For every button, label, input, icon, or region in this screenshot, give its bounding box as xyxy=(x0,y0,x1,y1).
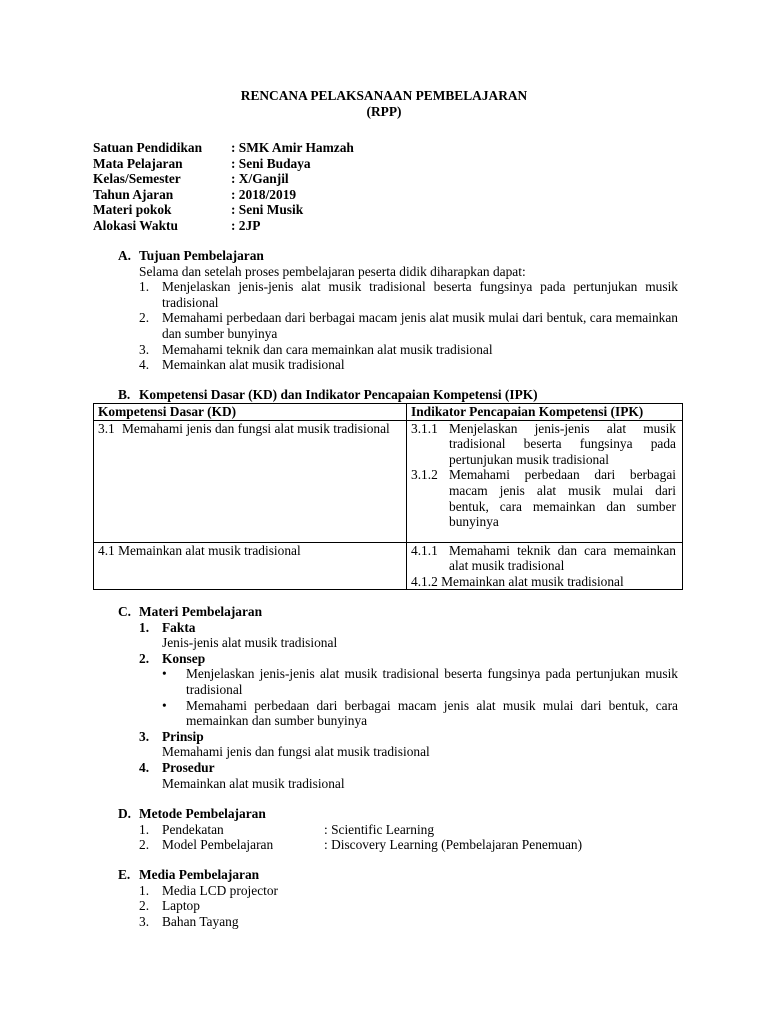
subsection-heading: 1. Fakta xyxy=(139,619,196,635)
section-body xyxy=(139,822,678,853)
ipk-item: 4.1.2 Memainkan alat musik tradisional xyxy=(411,573,624,589)
subsection-heading: 2. Konsep xyxy=(139,650,206,666)
ipk-item: 4.1.1 Memahami teknik dan cara memainkan alat musik tradisional xyxy=(411,542,676,574)
list-item: 2. Model Pembelajaran : Discovery Learning (Pembelajaran Penemuan) xyxy=(139,837,583,853)
meta-label: Tahun Ajaran xyxy=(93,186,174,202)
meta-label: Kelas/Semester xyxy=(93,171,181,187)
meta-row xyxy=(93,171,354,187)
subsection-heading: 3. Prinsip xyxy=(139,728,204,744)
subsection-text: Jenis-jenis alat musik tradisional xyxy=(162,635,338,651)
document-subtitle: (RPP) xyxy=(366,104,402,119)
section-body xyxy=(139,883,678,930)
bullet-icon: • xyxy=(162,697,167,713)
bullet-item: • Menjelaskan jenis-jenis alat musik tradisional beserta fungsinya pada pertunjukan musik tradisional xyxy=(162,666,678,697)
meta-value: : Seni Musik xyxy=(231,202,304,218)
section-kompetensi xyxy=(118,387,678,403)
section-heading: E. Media Pembelajaran xyxy=(118,867,260,882)
meta-label: Mata Pelajaran xyxy=(93,155,183,171)
meta-value: : 2018/2019 xyxy=(231,186,297,202)
list-item: 4. Memainkan alat musik tradisional xyxy=(139,357,345,373)
table-cell xyxy=(407,542,683,590)
subsection-heading: 4. Prosedur xyxy=(139,759,215,775)
identity-block xyxy=(93,140,354,234)
section-intro: Selama dan setelah proses pembelajaran peserta didik diharapkan dapat: xyxy=(139,263,526,279)
section-heading: A. Tujuan Pembelajaran xyxy=(118,248,264,263)
meta-value: : X/Ganjil xyxy=(231,171,289,187)
list-item: 1. Media LCD projector xyxy=(139,882,279,898)
bullet-item: • Memahami perbedaan dari berbagai macam jenis alat musik mulai dari bentuk, cara memainkan dan sumber bunyinya xyxy=(162,697,678,729)
meta-value: : SMK Amir Hamzah xyxy=(231,140,354,155)
table-row xyxy=(94,542,683,590)
table-row xyxy=(94,420,683,542)
section-heading: D. Metode Pembelajaran xyxy=(118,806,266,821)
section-heading: B. Kompetensi Dasar (KD) dan Indikator Pencapaian Kompetensi (IPK) xyxy=(118,387,538,402)
meta-row xyxy=(93,156,354,172)
ipk-item: 3.1.1 Menjelaskan jenis-jenis alat musik tradisional beserta fungsinya pada pertunjukan musik tradisional xyxy=(411,420,676,467)
meta-label: Alokasi Waktu xyxy=(93,217,178,233)
meta-value: : 2JP xyxy=(231,217,261,233)
section-metode xyxy=(118,806,678,853)
table-cell: 4.1 Memainkan alat musik tradisional xyxy=(94,542,407,590)
table-header-cell: Indikator Pencapaian Kompetensi (IPK) xyxy=(407,404,683,421)
subsection-text: Memahami jenis dan fungsi alat musik tradisional xyxy=(162,744,430,760)
table-header-row xyxy=(94,404,683,421)
bullet-icon: • xyxy=(162,666,167,682)
section-body xyxy=(139,620,678,792)
section-body xyxy=(139,264,678,373)
meta-row xyxy=(93,140,354,156)
meta-row xyxy=(93,202,354,218)
list-item: 2. Memahami perbedaan dari berbagai macam jenis alat musik mulai dari bentuk, cara memainkan dan sumber bunyinya xyxy=(139,310,678,341)
table-cell xyxy=(94,420,407,542)
table-header-cell: Kompetensi Dasar (KD) xyxy=(94,404,407,421)
list-item: 2. Laptop xyxy=(139,898,200,914)
table-cell xyxy=(407,420,683,542)
meta-row xyxy=(93,187,354,203)
meta-label: Satuan Pendidikan xyxy=(93,140,203,155)
list-item: 3. Bahan Tayang xyxy=(139,913,239,929)
meta-value: : Seni Budaya xyxy=(231,155,311,171)
meta-row xyxy=(93,218,354,234)
section-media xyxy=(118,867,678,929)
document-title: RENCANA PELAKSANAAN PEMBELAJARAN xyxy=(240,88,528,103)
kd-ipk-table xyxy=(93,403,683,590)
list-item: 1. Menjelaskan jenis-jenis alat musik tradisional beserta fungsinya pada pertunjukan musik tradisional xyxy=(139,279,678,310)
section-materi xyxy=(118,604,678,791)
subsection-text: Memainkan alat musik tradisional xyxy=(162,775,345,791)
ipk-item: 3.1.2 Memahami perbedaan dari berbagai macam jenis alat musik mulai dari bentuk, cara memainkan dan sumber bunyinya xyxy=(411,467,676,530)
list-item: 1. Pendekatan : Scientific Learning xyxy=(139,821,435,837)
list-item: 3. Memahami teknik dan cara memainkan alat musik tradisional xyxy=(139,341,493,357)
kd-item: 3.1 Memahami jenis dan fungsi alat musik tradisional xyxy=(98,420,390,436)
section-tujuan xyxy=(118,248,678,373)
section-heading: C. Materi Pembelajaran xyxy=(118,604,263,619)
meta-label: Materi pokok xyxy=(93,202,172,218)
